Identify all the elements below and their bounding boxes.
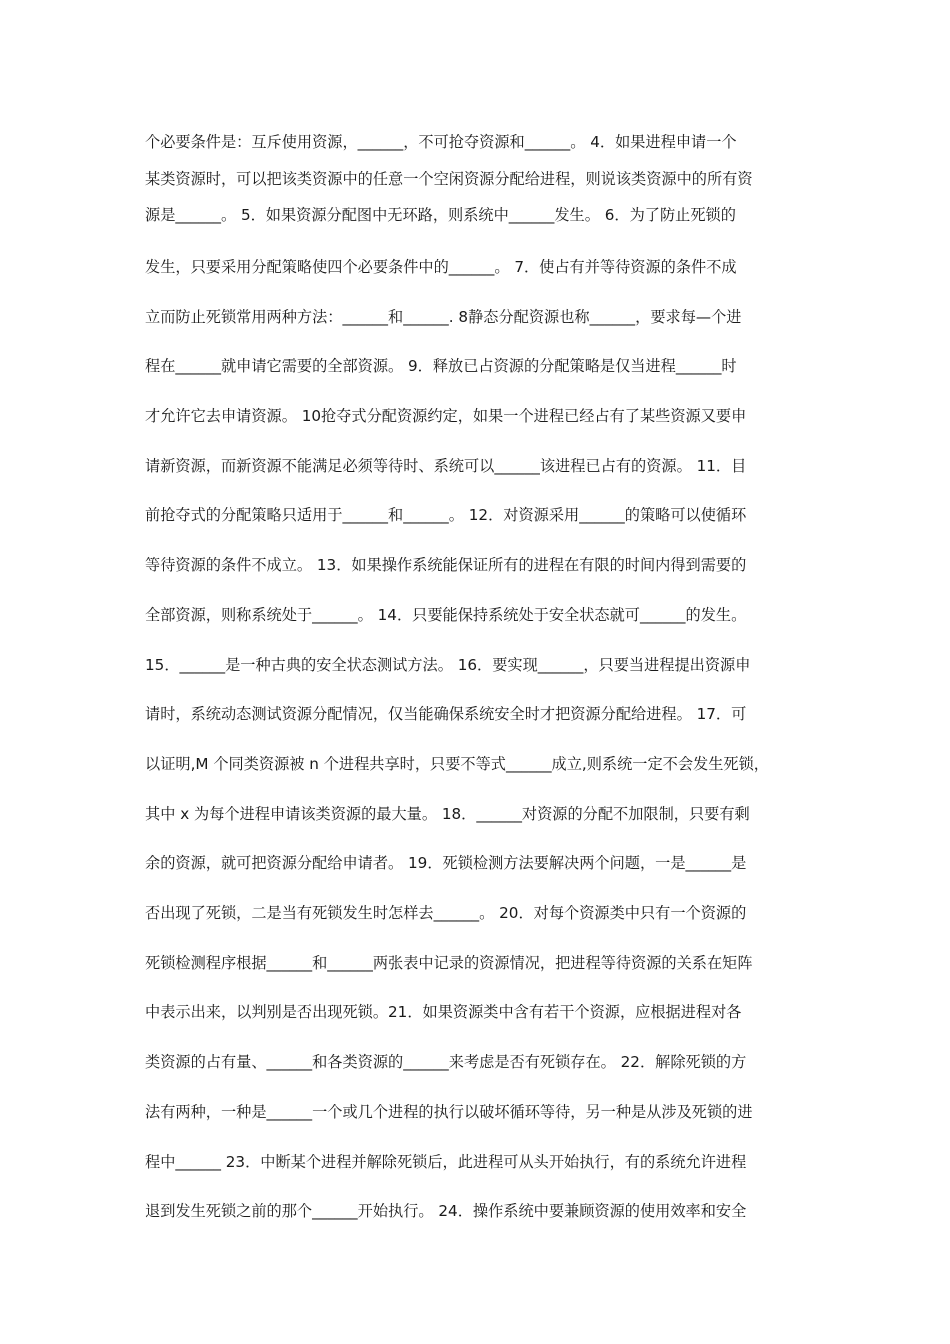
text-line: 请新资源，而新资源不能满足必须等待时、系统可以______该进程已占有的资源。 11．目 [145,457,747,475]
text-line: 中表示出来，以判别是否出现死锁。21．如果资源类中含有若干个资源，应根据进程对各 [145,1003,742,1021]
text-line: 发生，只要采用分配策略使四个必要条件中的______。 7．使占有并等待资源的条件不成 [145,258,737,276]
text-line: 死锁检测程序根据______和______两张表中记录的资源情况，把进程等待资源的关系在矩阵 [145,954,753,972]
text-line: 退到发生死锁之前的那个______开始执行。 24．操作系统中要兼顾资源的使用效率和安全 [145,1202,747,1220]
text-line: 程中______ 23．中断某个进程并解除死锁后，此进程可从头开始执行，有的系统允许进程 [145,1153,747,1171]
text-line: 源是______。 5．如果资源分配图中无环路，则系统中______发生。 6．为了防止死锁的 [145,206,736,224]
text-line: 前抢夺式的分配策略只适用于______和______。 12．对资源采用______的策略可以使循环 [145,506,747,524]
text-line: 请时，系统动态测试资源分配情况，仅当能确保系统安全时才把资源分配给进程。 17．可 [145,705,747,723]
text-line: 立而防止死锁常用两种方法：______和______. 8静态分配资源也称______，要求每—个进 [145,308,742,326]
text-line: 否出现了死锁，二是当有死锁发生时怎样去______。 20．对每个资源类中只有一个资源的 [145,904,747,922]
text-line: 程在______就申请它需要的全部资源。 9．释放已占资源的分配策略是仅当进程______时 [145,357,737,375]
text-line: 其中 x 为每个进程申请该类资源的最大量。 18．______对资源的分配不加限制，只要有剩 [145,805,750,823]
text-line: 才允许它去申请资源。 10抢夺式分配资源约定，如果一个进程已经占有了某些资源又要申 [145,407,747,425]
text-line: 15．______是一种古典的安全状态测试方法。 16．要实现______，只要当进程提出资源申 [145,656,751,674]
text-line: 法有两种，一种是______一个或几个进程的执行以破坏循环等待，另一种是从涉及死锁的进 [145,1103,753,1121]
text-line: 以证明,M 个同类资源被 n 个进程共享时，只要不等式______成立,则系统一定不会发生死锁， [145,755,769,773]
text-line: 等待资源的条件不成立。 13．如果操作系统能保证所有的进程在有限的时间内得到需要的 [145,556,747,574]
text-line: 全部资源，则称系统处于______。 14．只要能保持系统处于安全状态就可______的发生。 [145,606,747,624]
text-line: 个必要条件是：互斥使用资源，______，不可抢夺资源和______。 4．如果进程申请一个 [145,133,737,151]
text-line: 余的资源，就可把资源分配给申请者。 19．死锁检测方法要解决两个问题，一是______是 [145,854,747,872]
text-line: 类资源的占有量、______和各类资源的______来考虑是否有死锁存在。 22．解除死锁的方 [145,1053,747,1071]
text-line: 某类资源时，可以把该类资源中的任意一个空闲资源分配给进程，则说该类资源中的所有资 [145,170,753,188]
